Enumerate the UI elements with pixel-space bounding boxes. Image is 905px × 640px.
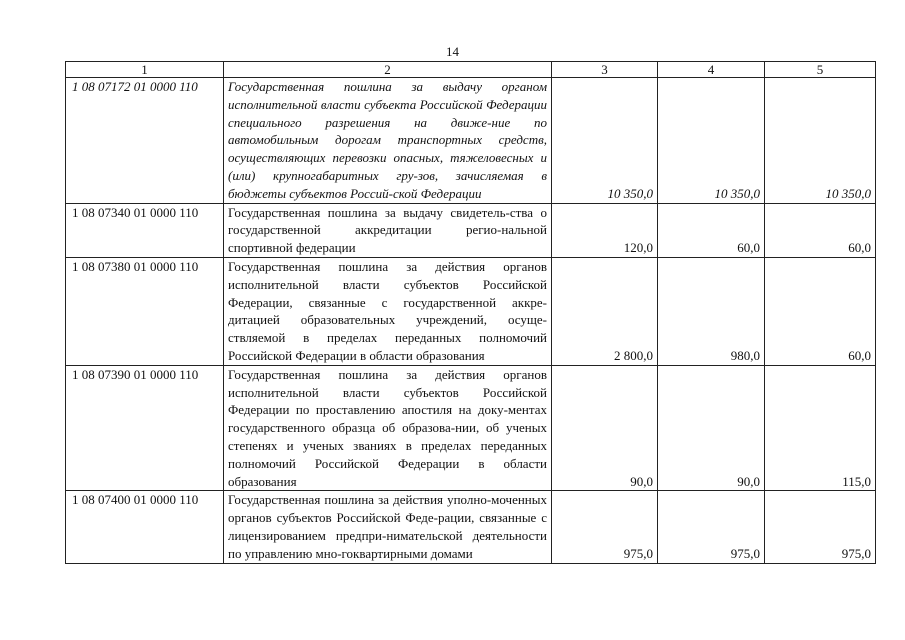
table-row — [66, 78, 876, 204]
description-cell: Государственная пошлина за выдачу свидетель-ства о государственной аккредитации регио-нальной спортивной федерации — [224, 203, 552, 257]
column-header-4: 4 — [658, 62, 765, 78]
amount-col3-cell: 2 800,0 — [552, 257, 658, 365]
column-header-5: 5 — [765, 62, 876, 78]
amount-col5-cell: 60,0 — [765, 203, 876, 257]
table-row — [66, 203, 876, 257]
budget-table — [65, 61, 876, 564]
table-row — [66, 491, 876, 563]
header-row — [66, 62, 876, 78]
amount-col4-cell: 90,0 — [658, 365, 765, 491]
amount-col3-cell: 120,0 — [552, 203, 658, 257]
amount-col3-cell: 90,0 — [552, 365, 658, 491]
budget-code-cell: 1 08 07390 01 0000 110 — [66, 365, 224, 491]
table-row — [66, 365, 876, 491]
description-cell: Государственная пошлина за выдачу органом исполнительной власти субъекта Российской Федерации специального разрешения на движе-ние по автомобильным дорогам транспортных средств, осуществляющих перевозки опасных, тяжеловесных и (или) крупногабаритных гру-зов, зачисляемая в бюджеты субъектов Россий-ской Федерации — [224, 78, 552, 204]
budget-code-cell: 1 08 07400 01 0000 110 — [66, 491, 224, 563]
column-header-2: 2 — [224, 62, 552, 78]
column-header-1: 1 — [66, 62, 224, 78]
description-cell: Государственная пошлина за действия органов исполнительной власти субъектов Российской Федерации, связанные с государственной аккре-дитацией образовательных учреждений, осуще-ствляемой в пределах переданных полномочий Российской Федерации в области образования — [224, 257, 552, 365]
budget-code-cell: 1 08 07340 01 0000 110 — [66, 203, 224, 257]
amount-col5-cell: 975,0 — [765, 491, 876, 563]
amount-col3-cell: 10 350,0 — [552, 78, 658, 204]
amount-col5-cell: 10 350,0 — [765, 78, 876, 204]
amount-col5-cell: 115,0 — [765, 365, 876, 491]
amount-col3-cell: 975,0 — [552, 491, 658, 563]
description-cell: Государственная пошлина за действия уполно-моченных органов субъектов Российской Феде-рации, связанные с лицензированием предпри-нимательской деятельности по управлению мно-гоквартирными домами — [224, 491, 552, 563]
amount-col5-cell: 60,0 — [765, 257, 876, 365]
table-row — [66, 257, 876, 365]
budget-code-cell: 1 08 07380 01 0000 110 — [66, 257, 224, 365]
amount-col4-cell: 10 350,0 — [658, 78, 765, 204]
description-cell: Государственная пошлина за действия органов исполнительной власти субъектов Российской Федерации по проставлению апостиля на доку-ментах государственного образца об образова-нии, об ученых степенях и ученых званиях в пределах переданных полномочий Российской Федерации в области образования — [224, 365, 552, 491]
budget-code-cell: 1 08 07172 01 0000 110 — [66, 78, 224, 204]
amount-col4-cell: 980,0 — [658, 257, 765, 365]
column-header-3: 3 — [552, 62, 658, 78]
amount-col4-cell: 975,0 — [658, 491, 765, 563]
amount-col4-cell: 60,0 — [658, 203, 765, 257]
page-number: 14 — [446, 44, 459, 59]
